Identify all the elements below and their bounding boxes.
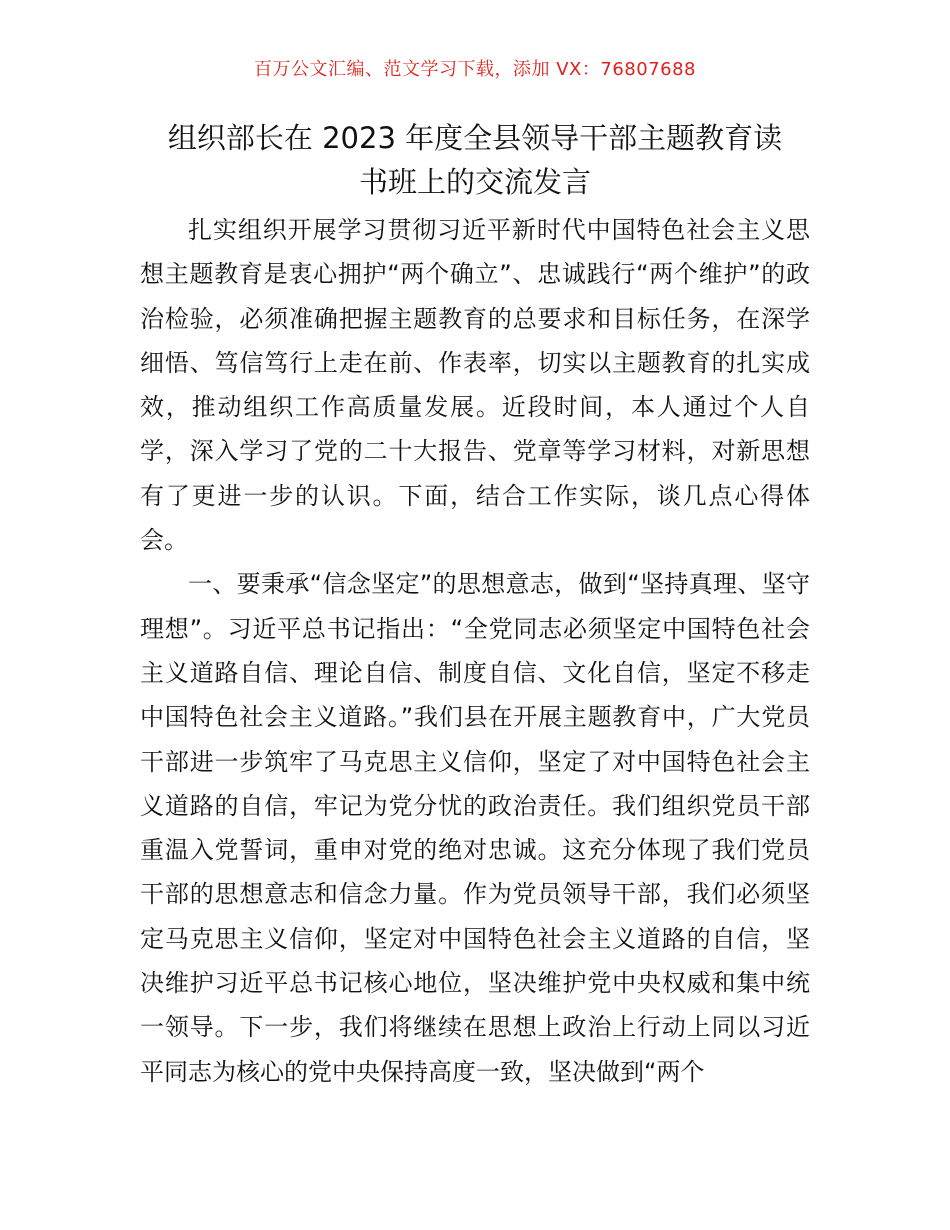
header-note: 百万公文汇编、范文学习下载，添加 VX：76807688 xyxy=(254,59,696,80)
paragraph-section-one: 一、要秉承“信念坚定”的思想意志，做到“坚持真理、坚守理想”。习近平总书记指出：“全党同志必须坚定中国特色社会主义道路自信、理论自信、制度自信、文化自信，坚定不移走中国特色社会主义道路。”我们县在开展主题教育中，广大党员干部进一步筑牢了马克思主义信仰，坚定了对中国特色社会主义道路的自信，牢记为党分忧的政治责任。我们组织党员干部重温入党誓词，重申对党的绝对忠诚。这充分体现了我们党员干部的思想意志和信念力量。作为党员领导干部，我们必须坚定马克思主义信仰，坚定对中国特色社会主义道路的自信，坚决维护习近平总书记核心地位，坚决维护党中央权威和集中统一领导。下一步，我们将继续在思想上政治上行动上同以习近平同志为核心的党中央保持高度一致，坚决做到“两个 xyxy=(140,570,810,1086)
paragraph-intro: 扎实组织开展学习贯彻习近平新时代中国特色社会主义思想主题教育是衷心拥护“两个确立”、忠诚践行“两个维护”的政治检验，必须准确把握主题教育的总要求和目标任务，在深学细悟、笃信笃行上走在前、作表率，切实以主题教育的扎实成效，推动组织工作高质量发展。近段时间，本人通过个人自学，深入学习了党的二十大报告、党章等学习材料，对新思想有了更进一步的认识。下面，结合工作实际，谈几点心得体会。 xyxy=(140,216,810,555)
title-line-1: 组织部长在 2023 年度全县领导干部主题教育读 xyxy=(167,121,783,155)
document-title xyxy=(140,116,810,204)
title-line-2: 书班上的交流发言 xyxy=(358,165,591,199)
document-body xyxy=(140,208,810,1094)
